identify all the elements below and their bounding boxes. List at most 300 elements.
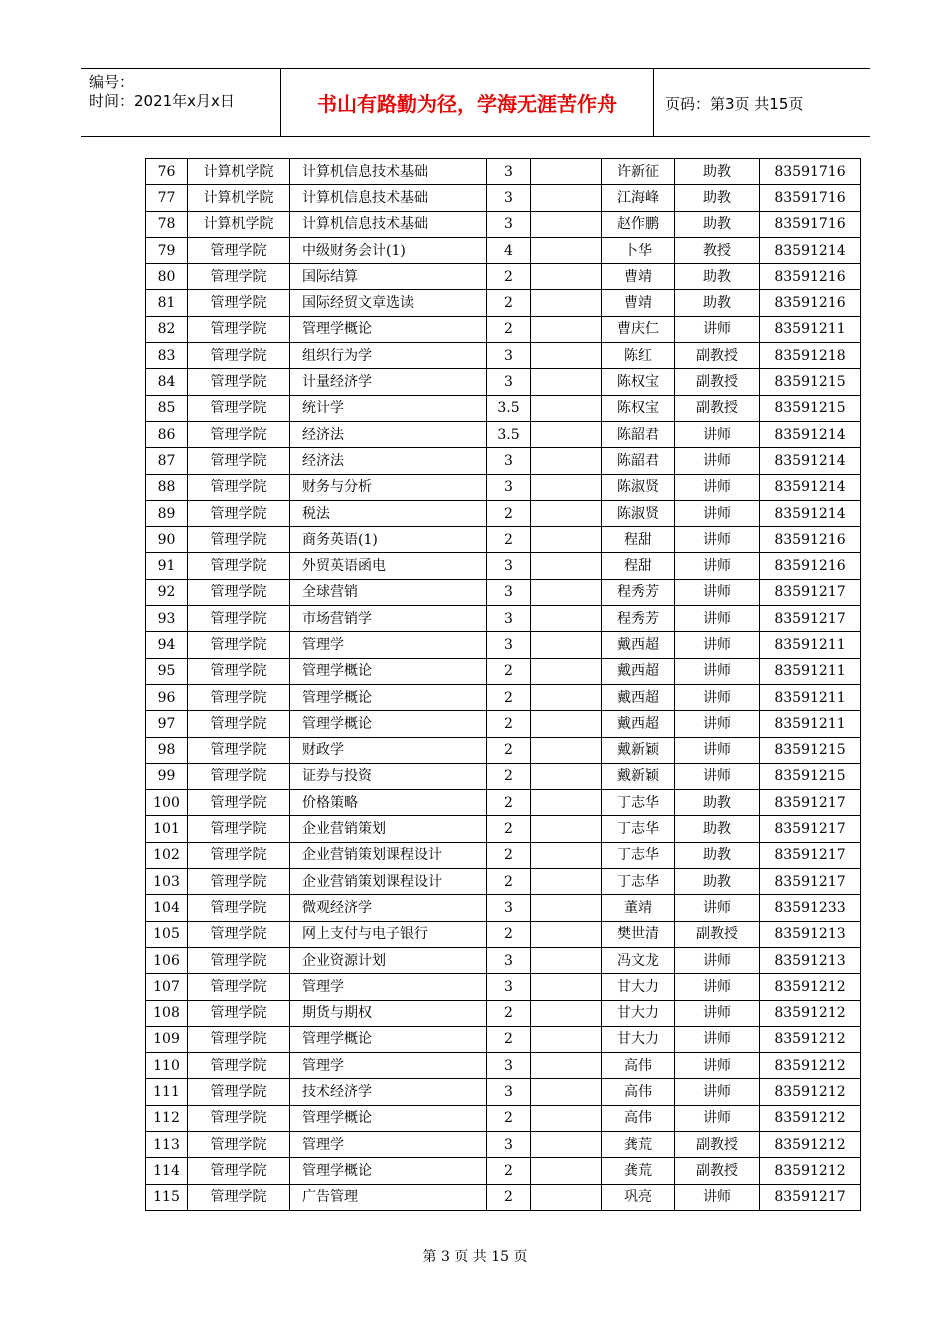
teacher-title-cell: 讲师 — [675, 974, 760, 1000]
table-row — [146, 211, 861, 237]
blank-cell-cell — [531, 684, 602, 710]
course-name-cell: 计算机信息技术基础 — [290, 211, 487, 237]
table-row — [146, 1131, 861, 1157]
blank-cell-cell — [531, 527, 602, 553]
course-name-cell: 网上支付与电子银行 — [290, 921, 487, 947]
course-name-cell: 经济法 — [290, 421, 487, 447]
row-number-cell: 93 — [146, 606, 188, 632]
credits-cell: 2 — [487, 790, 531, 816]
blank-cell-cell — [531, 1184, 602, 1210]
table-row — [146, 237, 861, 263]
teacher-name-cell: 曹靖 — [602, 290, 675, 316]
phone-number-cell: 83591216 — [760, 527, 861, 553]
credits-cell: 3 — [487, 632, 531, 658]
teacher-name-cell: 丁志华 — [602, 816, 675, 842]
blank-cell-cell — [531, 579, 602, 605]
course-name-cell: 计量经济学 — [290, 369, 487, 395]
course-name-cell: 管理学 — [290, 632, 487, 658]
table-row — [146, 474, 861, 500]
teacher-title-cell: 讲师 — [675, 632, 760, 658]
table-row — [146, 737, 861, 763]
table-row — [146, 1158, 861, 1184]
teacher-name-cell: 龚荒 — [602, 1158, 675, 1184]
phone-number-cell: 83591218 — [760, 343, 861, 369]
row-number-cell: 89 — [146, 500, 188, 526]
credits-cell: 3 — [487, 159, 531, 185]
row-number-cell: 90 — [146, 527, 188, 553]
teacher-title-cell: 讲师 — [675, 763, 760, 789]
college-cell: 管理学院 — [188, 842, 290, 868]
teacher-title-cell: 讲师 — [675, 737, 760, 763]
table-row — [146, 1053, 861, 1079]
course-name-cell: 管理学概论 — [290, 684, 487, 710]
phone-number-cell: 83591212 — [760, 1079, 861, 1105]
college-cell: 管理学院 — [188, 658, 290, 684]
phone-number-cell: 83591217 — [760, 1184, 861, 1210]
course-name-cell: 外贸英语函电 — [290, 553, 487, 579]
credits-cell: 3 — [487, 211, 531, 237]
blank-cell-cell — [531, 658, 602, 684]
teacher-name-cell: 甘大力 — [602, 974, 675, 1000]
table-row — [146, 974, 861, 1000]
blank-cell-cell — [531, 474, 602, 500]
blank-cell-cell — [531, 211, 602, 237]
credits-cell: 2 — [487, 527, 531, 553]
phone-number-cell: 83591212 — [760, 974, 861, 1000]
blank-cell-cell — [531, 1000, 602, 1026]
credits-cell: 3.5 — [487, 421, 531, 447]
header-page-label: 页码：第3页 共15页 — [665, 95, 804, 113]
college-cell: 计算机学院 — [188, 185, 290, 211]
teacher-title-cell: 助教 — [675, 159, 760, 185]
college-cell: 管理学院 — [188, 737, 290, 763]
teacher-name-cell: 陈权宝 — [602, 395, 675, 421]
row-number-cell: 106 — [146, 947, 188, 973]
table-row — [146, 421, 861, 447]
teacher-name-cell: 戴西超 — [602, 684, 675, 710]
teacher-title-cell: 教授 — [675, 237, 760, 263]
credits-cell: 2 — [487, 658, 531, 684]
course-name-cell: 中级财务会计(1) — [290, 237, 487, 263]
row-number-cell: 76 — [146, 159, 188, 185]
date-label: 时间：2021年x月x日 — [89, 92, 235, 110]
course-name-cell: 管理学概论 — [290, 711, 487, 737]
phone-number-cell: 83591211 — [760, 658, 861, 684]
course-name-cell: 价格策略 — [290, 790, 487, 816]
credits-cell: 2 — [487, 264, 531, 290]
teacher-title-cell: 讲师 — [675, 1026, 760, 1052]
teacher-title-cell: 讲师 — [675, 448, 760, 474]
teacher-name-cell: 戴西超 — [602, 632, 675, 658]
college-cell: 管理学院 — [188, 974, 290, 1000]
teacher-title-cell: 副教授 — [675, 343, 760, 369]
blank-cell-cell — [531, 421, 602, 447]
row-number-cell: 110 — [146, 1053, 188, 1079]
teacher-title-cell: 讲师 — [675, 474, 760, 500]
course-name-cell: 证券与投资 — [290, 763, 487, 789]
credits-cell: 2 — [487, 1000, 531, 1026]
row-number-cell: 87 — [146, 448, 188, 474]
course-name-cell: 管理学概论 — [290, 1105, 487, 1131]
credits-cell: 3 — [487, 579, 531, 605]
blank-cell-cell — [531, 842, 602, 868]
teacher-name-cell: 丁志华 — [602, 842, 675, 868]
table-row — [146, 343, 861, 369]
course-table-body — [146, 159, 861, 1211]
college-cell: 管理学院 — [188, 290, 290, 316]
credits-cell: 3 — [487, 606, 531, 632]
table-row — [146, 816, 861, 842]
blank-cell-cell — [531, 316, 602, 342]
course-name-cell: 计算机信息技术基础 — [290, 185, 487, 211]
row-number-cell: 105 — [146, 921, 188, 947]
phone-number-cell: 83591215 — [760, 395, 861, 421]
phone-number-cell: 83591215 — [760, 763, 861, 789]
credits-cell: 3 — [487, 553, 531, 579]
teacher-name-cell: 陈淑贤 — [602, 474, 675, 500]
teacher-name-cell: 曹靖 — [602, 264, 675, 290]
phone-number-cell: 83591211 — [760, 711, 861, 737]
teacher-title-cell: 讲师 — [675, 1053, 760, 1079]
course-name-cell: 国际结算 — [290, 264, 487, 290]
college-cell: 管理学院 — [188, 1131, 290, 1157]
table-row — [146, 579, 861, 605]
college-cell: 管理学院 — [188, 500, 290, 526]
row-number-cell: 88 — [146, 474, 188, 500]
phone-number-cell: 83591213 — [760, 947, 861, 973]
table-row — [146, 553, 861, 579]
college-cell: 管理学院 — [188, 264, 290, 290]
credits-cell: 2 — [487, 869, 531, 895]
page-footer: 第 3 页 共 15 页 — [422, 1249, 528, 1265]
teacher-name-cell: 程甜 — [602, 553, 675, 579]
table-row — [146, 1079, 861, 1105]
college-cell: 管理学院 — [188, 947, 290, 973]
course-name-cell: 财务与分析 — [290, 474, 487, 500]
phone-number-cell: 83591233 — [760, 895, 861, 921]
row-number-cell: 78 — [146, 211, 188, 237]
phone-number-cell: 83591214 — [760, 448, 861, 474]
phone-number-cell: 83591216 — [760, 264, 861, 290]
teacher-title-cell: 副教授 — [675, 369, 760, 395]
teacher-name-cell: 程秀芳 — [602, 579, 675, 605]
blank-cell-cell — [531, 1079, 602, 1105]
teacher-title-cell: 讲师 — [675, 316, 760, 342]
table-row — [146, 185, 861, 211]
course-name-cell: 管理学概论 — [290, 1158, 487, 1184]
course-name-cell: 财政学 — [290, 737, 487, 763]
row-number-cell: 95 — [146, 658, 188, 684]
college-cell: 管理学院 — [188, 1000, 290, 1026]
teacher-title-cell: 助教 — [675, 290, 760, 316]
course-name-cell: 管理学概论 — [290, 1026, 487, 1052]
row-number-cell: 82 — [146, 316, 188, 342]
college-cell: 管理学院 — [188, 869, 290, 895]
table-row — [146, 869, 861, 895]
phone-number-cell: 83591212 — [760, 1053, 861, 1079]
teacher-title-cell: 助教 — [675, 816, 760, 842]
phone-number-cell: 83591214 — [760, 421, 861, 447]
teacher-name-cell: 陈韶君 — [602, 448, 675, 474]
credits-cell: 2 — [487, 1105, 531, 1131]
blank-cell-cell — [531, 290, 602, 316]
teacher-name-cell: 甘大力 — [602, 1000, 675, 1026]
row-number-cell: 99 — [146, 763, 188, 789]
college-cell: 管理学院 — [188, 474, 290, 500]
phone-number-cell: 83591212 — [760, 1026, 861, 1052]
teacher-name-cell: 戴新颖 — [602, 737, 675, 763]
college-cell: 管理学院 — [188, 921, 290, 947]
teacher-title-cell: 讲师 — [675, 579, 760, 605]
blank-cell-cell — [531, 553, 602, 579]
credits-cell: 2 — [487, 921, 531, 947]
teacher-title-cell: 讲师 — [675, 553, 760, 579]
credits-cell: 2 — [487, 763, 531, 789]
college-cell: 管理学院 — [188, 763, 290, 789]
college-cell: 管理学院 — [188, 1079, 290, 1105]
row-number-cell: 77 — [146, 185, 188, 211]
college-cell: 管理学院 — [188, 343, 290, 369]
course-name-cell: 计算机信息技术基础 — [290, 159, 487, 185]
college-cell: 管理学院 — [188, 816, 290, 842]
teacher-title-cell: 讲师 — [675, 421, 760, 447]
table-row — [146, 290, 861, 316]
credits-cell: 2 — [487, 500, 531, 526]
college-cell: 管理学院 — [188, 421, 290, 447]
phone-number-cell: 83591217 — [760, 606, 861, 632]
teacher-name-cell: 樊世清 — [602, 921, 675, 947]
row-number-cell: 114 — [146, 1158, 188, 1184]
teacher-title-cell: 讲师 — [675, 895, 760, 921]
blank-cell-cell — [531, 737, 602, 763]
course-name-cell: 国际经贸文章选读 — [290, 290, 487, 316]
table-row — [146, 790, 861, 816]
course-name-cell: 微观经济学 — [290, 895, 487, 921]
credits-cell: 3 — [487, 1079, 531, 1105]
course-name-cell: 经济法 — [290, 448, 487, 474]
table-row — [146, 606, 861, 632]
credits-cell: 3 — [487, 185, 531, 211]
credits-cell: 3 — [487, 1131, 531, 1157]
course-name-cell: 期货与期权 — [290, 1000, 487, 1026]
credits-cell: 2 — [487, 290, 531, 316]
table-row — [146, 632, 861, 658]
blank-cell-cell — [531, 816, 602, 842]
teacher-title-cell: 讲师 — [675, 658, 760, 684]
row-number-cell: 94 — [146, 632, 188, 658]
credits-cell: 4 — [487, 237, 531, 263]
row-number-cell: 83 — [146, 343, 188, 369]
phone-number-cell: 83591217 — [760, 869, 861, 895]
table-row — [146, 947, 861, 973]
course-name-cell: 技术经济学 — [290, 1079, 487, 1105]
college-cell: 管理学院 — [188, 711, 290, 737]
phone-number-cell: 83591215 — [760, 737, 861, 763]
teacher-name-cell: 龚荒 — [602, 1131, 675, 1157]
college-cell: 管理学院 — [188, 606, 290, 632]
college-cell: 计算机学院 — [188, 159, 290, 185]
blank-cell-cell — [531, 763, 602, 789]
college-cell: 管理学院 — [188, 579, 290, 605]
teacher-name-cell: 戴西超 — [602, 658, 675, 684]
number-label: 编号： — [89, 73, 135, 91]
course-name-cell: 市场营销学 — [290, 606, 487, 632]
credits-cell: 3 — [487, 474, 531, 500]
row-number-cell: 108 — [146, 1000, 188, 1026]
row-number-cell: 107 — [146, 974, 188, 1000]
credits-cell: 3 — [487, 1053, 531, 1079]
course-name-cell: 广告管理 — [290, 1184, 487, 1210]
college-cell: 管理学院 — [188, 1053, 290, 1079]
table-row — [146, 895, 861, 921]
course-name-cell: 管理学 — [290, 974, 487, 1000]
course-name-cell: 管理学 — [290, 1053, 487, 1079]
row-number-cell: 86 — [146, 421, 188, 447]
row-number-cell: 101 — [146, 816, 188, 842]
phone-number-cell: 83591216 — [760, 553, 861, 579]
blank-cell-cell — [531, 395, 602, 421]
credits-cell: 3 — [487, 895, 531, 921]
blank-cell-cell — [531, 369, 602, 395]
credits-cell: 2 — [487, 1158, 531, 1184]
phone-number-cell: 83591212 — [760, 1158, 861, 1184]
credits-cell: 2 — [487, 316, 531, 342]
table-row — [146, 1026, 861, 1052]
credits-cell: 2 — [487, 842, 531, 868]
college-cell: 管理学院 — [188, 1105, 290, 1131]
course-name-cell: 管理学概论 — [290, 658, 487, 684]
teacher-name-cell: 程秀芳 — [602, 606, 675, 632]
college-cell: 管理学院 — [188, 790, 290, 816]
table-row — [146, 921, 861, 947]
credits-cell: 2 — [487, 1184, 531, 1210]
college-cell: 管理学院 — [188, 895, 290, 921]
table-row — [146, 264, 861, 290]
course-name-cell: 组织行为学 — [290, 343, 487, 369]
teacher-name-cell: 高伟 — [602, 1053, 675, 1079]
college-cell: 管理学院 — [188, 369, 290, 395]
college-cell: 管理学院 — [188, 237, 290, 263]
phone-number-cell: 83591211 — [760, 316, 861, 342]
table-row — [146, 1184, 861, 1210]
blank-cell-cell — [531, 264, 602, 290]
credits-cell: 2 — [487, 737, 531, 763]
phone-number-cell: 83591212 — [760, 1000, 861, 1026]
table-row — [146, 448, 861, 474]
row-number-cell: 104 — [146, 895, 188, 921]
table-row — [146, 1000, 861, 1026]
blank-cell-cell — [531, 159, 602, 185]
college-cell: 管理学院 — [188, 684, 290, 710]
phone-number-cell: 83591217 — [760, 842, 861, 868]
row-number-cell: 81 — [146, 290, 188, 316]
table-row — [146, 711, 861, 737]
course-name-cell: 企业资源计划 — [290, 947, 487, 973]
teacher-title-cell: 副教授 — [675, 395, 760, 421]
teacher-title-cell: 讲师 — [675, 1105, 760, 1131]
phone-number-cell: 83591214 — [760, 474, 861, 500]
row-number-cell: 80 — [146, 264, 188, 290]
teacher-name-cell: 高伟 — [602, 1079, 675, 1105]
phone-number-cell: 83591716 — [760, 211, 861, 237]
table-row — [146, 684, 861, 710]
table-row — [146, 316, 861, 342]
phone-number-cell: 83591215 — [760, 369, 861, 395]
table-row — [146, 842, 861, 868]
blank-cell-cell — [531, 632, 602, 658]
phone-number-cell: 83591716 — [760, 185, 861, 211]
teacher-title-cell: 助教 — [675, 790, 760, 816]
row-number-cell: 85 — [146, 395, 188, 421]
college-cell: 管理学院 — [188, 553, 290, 579]
teacher-name-cell: 陈红 — [602, 343, 675, 369]
credits-cell: 3 — [487, 343, 531, 369]
college-cell: 管理学院 — [188, 316, 290, 342]
phone-number-cell: 83591217 — [760, 816, 861, 842]
credits-cell: 2 — [487, 711, 531, 737]
course-name-cell: 企业营销策划课程设计 — [290, 842, 487, 868]
teacher-title-cell: 讲师 — [675, 1079, 760, 1105]
teacher-title-cell: 讲师 — [675, 1184, 760, 1210]
teacher-title-cell: 助教 — [675, 211, 760, 237]
table-row — [146, 500, 861, 526]
blank-cell-cell — [531, 921, 602, 947]
college-cell: 管理学院 — [188, 632, 290, 658]
college-cell: 计算机学院 — [188, 211, 290, 237]
course-name-cell: 企业营销策划 — [290, 816, 487, 842]
teacher-title-cell: 助教 — [675, 869, 760, 895]
teacher-name-cell: 许新征 — [602, 159, 675, 185]
blank-cell-cell — [531, 869, 602, 895]
teacher-title-cell: 副教授 — [675, 1131, 760, 1157]
teacher-name-cell: 巩亮 — [602, 1184, 675, 1210]
teacher-name-cell: 陈权宝 — [602, 369, 675, 395]
header-motto: 书山有路勤为径，学海无涯苦作舟 — [281, 69, 654, 136]
phone-number-cell: 83591214 — [760, 237, 861, 263]
college-cell: 管理学院 — [188, 448, 290, 474]
college-cell: 管理学院 — [188, 527, 290, 553]
teacher-title-cell: 副教授 — [675, 1158, 760, 1184]
teacher-name-cell: 陈韶君 — [602, 421, 675, 447]
blank-cell-cell — [531, 974, 602, 1000]
blank-cell-cell — [531, 1131, 602, 1157]
credits-cell: 2 — [487, 1026, 531, 1052]
row-number-cell: 113 — [146, 1131, 188, 1157]
blank-cell-cell — [531, 1026, 602, 1052]
course-name-cell: 管理学 — [290, 1131, 487, 1157]
blank-cell-cell — [531, 500, 602, 526]
teacher-title-cell: 讲师 — [675, 606, 760, 632]
table-row — [146, 159, 861, 185]
course-name-cell: 统计学 — [290, 395, 487, 421]
credits-cell: 3 — [487, 947, 531, 973]
teacher-title-cell: 讲师 — [675, 711, 760, 737]
blank-cell-cell — [531, 237, 602, 263]
row-number-cell: 97 — [146, 711, 188, 737]
college-cell: 管理学院 — [188, 1184, 290, 1210]
table-row — [146, 763, 861, 789]
teacher-title-cell: 助教 — [675, 185, 760, 211]
course-table — [145, 158, 861, 1211]
phone-number-cell: 83591212 — [760, 1105, 861, 1131]
credits-cell: 3 — [487, 448, 531, 474]
phone-number-cell: 83591211 — [760, 684, 861, 710]
table-row — [146, 527, 861, 553]
table-row — [146, 1105, 861, 1131]
credits-cell: 3 — [487, 974, 531, 1000]
teacher-name-cell: 丁志华 — [602, 790, 675, 816]
course-name-cell: 商务英语(1) — [290, 527, 487, 553]
